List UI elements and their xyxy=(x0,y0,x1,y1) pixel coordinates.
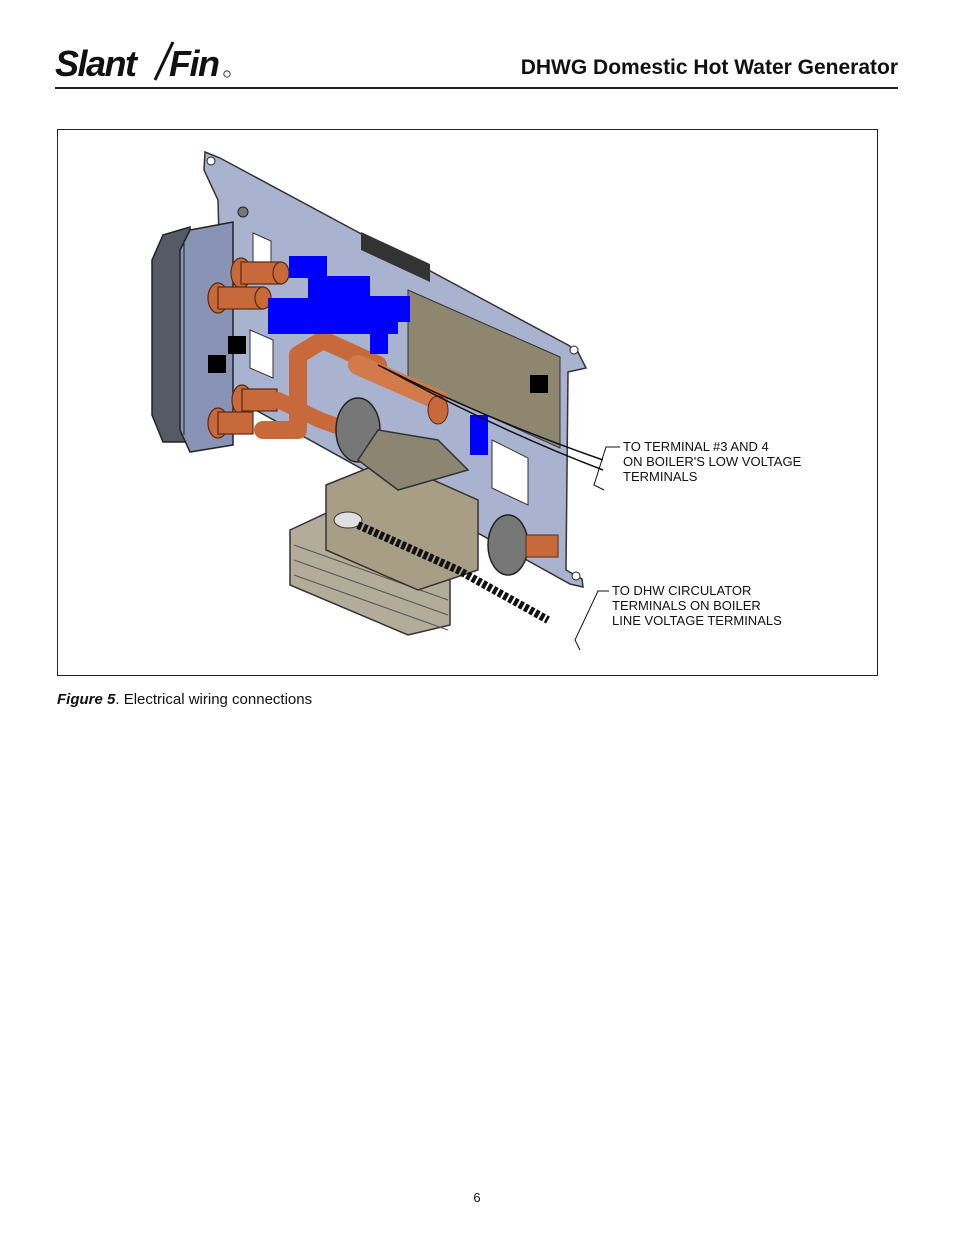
callout-line-voltage: TO DHW CIRCULATOR TERMINALS ON BOILER LINE VOLTAGE TERMINALS xyxy=(612,583,782,628)
figure-label: Figure 5 xyxy=(57,691,116,708)
mounting-screw xyxy=(238,207,248,217)
mounting-hole-top xyxy=(207,157,215,165)
slantfin-logo xyxy=(55,40,235,84)
callout-low-voltage: TO TERMINAL #3 AND 4 ON BOILER'S LOW VOLTAGE TERMINALS xyxy=(623,439,802,484)
document-title: DHWG Domestic Hot Water Generator xyxy=(520,56,898,79)
outlet-fitting xyxy=(526,535,558,557)
figure-5-wiring-diagram xyxy=(57,129,878,676)
svg-text:Fin: Fin xyxy=(169,43,219,84)
figure-caption-text: . Electrical wiring connections xyxy=(115,691,313,708)
mounting-hole-bottom xyxy=(572,572,580,580)
header-divider xyxy=(55,87,898,89)
svg-text:Slant: Slant xyxy=(55,43,136,84)
figure-caption xyxy=(57,691,312,708)
page-number: 6 xyxy=(473,1190,481,1205)
mounting-hole-right xyxy=(570,346,578,354)
pump-flange-right xyxy=(488,515,528,575)
callout-leader-line-voltage xyxy=(575,591,609,650)
